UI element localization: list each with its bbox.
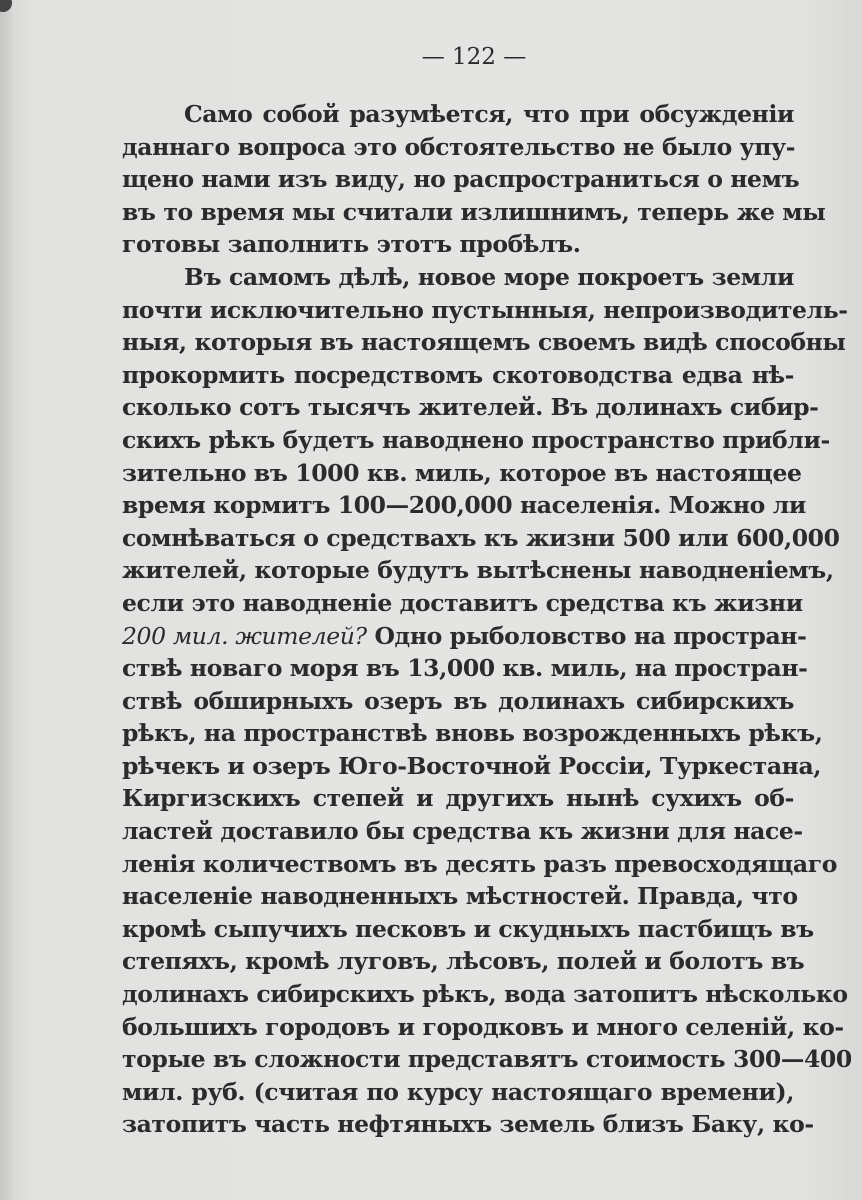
text-line: сколько сотъ тысячъ жителей. Въ долинахъ сибир- xyxy=(122,393,819,422)
text-line: ленія количествомъ въ десять разъ превосходящаго xyxy=(122,849,837,878)
text-line: жителей, которые будутъ вытѣснены наводненіемъ, xyxy=(122,556,834,585)
text-line: зительно въ 1000 кв. миль, которое въ настоящее xyxy=(122,458,802,487)
text-line: прокормить посредствомъ скотоводства едва нѣ- xyxy=(122,360,794,389)
text-line: рѣкъ, на пространствѣ вновь возрожденныхъ рѣкъ, xyxy=(122,719,823,748)
text-line: въ то время мы считали излишнимъ, теперь же мы xyxy=(122,197,826,226)
text-line: долинахъ сибирскихъ рѣкъ, вода затопитъ нѣсколько xyxy=(122,980,848,1009)
text-line: скихъ рѣкъ будетъ наводнено пространство прибли- xyxy=(122,425,830,454)
text-line: ныя, которыя въ настоящемъ своемъ видѣ способны xyxy=(122,328,846,357)
text-line: рѣчекъ и озеръ Юго-Восточной Россіи, Туркестана, xyxy=(122,751,822,780)
text-line: затопитъ часть нефтяныхъ земель близъ Баку, ко- xyxy=(122,1110,814,1139)
text-line: Киргизскихъ степей и другихъ нынѣ сухихъ об- xyxy=(122,784,794,813)
text-line: Въ самомъ дѣлѣ, новое море покроетъ земли xyxy=(184,262,794,291)
italic-emphasis: 200 мил. жителей? xyxy=(122,621,367,650)
text-line: мил. руб. (считая по курсу настоящаго времени), xyxy=(122,1077,794,1106)
text-line: Само собой разумѣется, что при обсужденіи xyxy=(184,100,794,128)
page-gutter-shadow xyxy=(0,0,14,1200)
text-line: ластей доставило бы средства къ жизни для насе- xyxy=(122,817,803,846)
text-line: сомнѣваться о средствахъ къ жизни 500 или 600,000 xyxy=(122,523,840,552)
page-number: — 122 — xyxy=(421,44,527,70)
text-line: степяхъ, кромѣ луговъ, лѣсовъ, полей и болотъ въ xyxy=(122,947,805,976)
text-line: если это наводненіе доставитъ средства къ жизни xyxy=(122,588,803,617)
text-line: ствѣ новаго моря въ 13,000 кв. миль, на простран- xyxy=(122,654,808,683)
text-line: готовы заполнить этотъ пробѣлъ. xyxy=(122,230,581,259)
body-text xyxy=(122,98,852,1141)
text-line: большихъ городовъ и городковъ и много селеній, ко- xyxy=(122,1012,844,1041)
text-line: населеніе наводненныхъ мѣстностей. Правда, что xyxy=(122,882,798,911)
text-line-mixed xyxy=(122,620,807,653)
text-line: почти исключительно пустынныя, непроизводитель- xyxy=(122,295,848,324)
text-line: время кормитъ 100—200,000 населенія. Можно ли xyxy=(122,491,806,520)
text-line: даннаго вопроса это обстоятельство не было упу- xyxy=(122,132,796,161)
text-run: Одно рыболовство на простран- xyxy=(366,621,807,650)
text-line: торые въ сложности представятъ стоимость 300—400 xyxy=(122,1045,852,1074)
text-line: кромѣ сыпучихъ песковъ и скудныхъ пастбищъ въ xyxy=(122,914,814,943)
text-line: ствѣ обширныхъ озеръ въ долинахъ сибирскихъ xyxy=(122,686,794,715)
text-line: щено нами изъ виду, но распространиться о немъ xyxy=(122,165,800,194)
